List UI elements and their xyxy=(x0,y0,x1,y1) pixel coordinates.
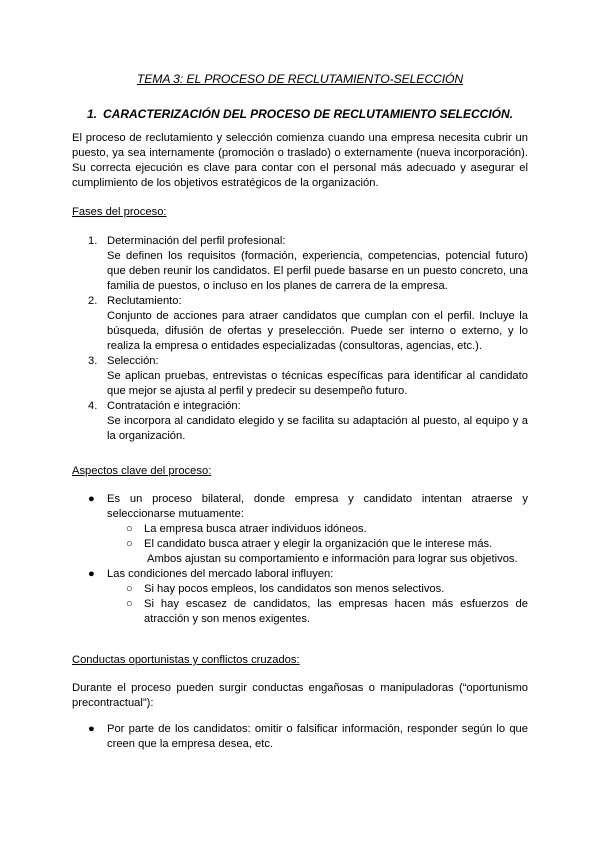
fase-item xyxy=(72,234,528,294)
document-title: TEMA 3: EL PROCESO DE RECLUTAMIENTO-SELECCIÓN xyxy=(136,72,464,86)
fase-item xyxy=(72,399,528,444)
fase-body: Se aplican pruebas, entrevistas o técnicas específicas para identificar al candidato que mejor se ajusta al perfil y predecir su desempeño futuro. xyxy=(107,370,528,397)
intro-paragraph: El proceso de reclutamiento y selección comienza cuando una empresa necesita cubrir un puesto, ya sea internamente (promoción o traslado) o externamente (nueva incorporación). Su correcta ejecución es clave para contar con el personal más adecuado y asegurar el cumplimiento de los objetivos estratégicos de la organización. xyxy=(72,132,528,189)
sub-list-continuation: Ambos ajustan su comportamiento e información para lograr sus objetivos. xyxy=(147,553,518,565)
list-item xyxy=(72,492,528,522)
sub-list-item xyxy=(72,597,528,627)
section-number: 1. xyxy=(86,107,97,121)
fase-number: 3. xyxy=(88,355,98,367)
aspectos-list xyxy=(72,492,528,627)
fase-title: Determinación del perfil profesional: xyxy=(107,235,286,247)
circle-bullet-icon: ○ xyxy=(126,538,133,550)
circle-bullet-icon: ○ xyxy=(126,598,133,610)
sub-list-item-text: Si hay pocos empleos, los candidatos son menos selectivos. xyxy=(144,583,445,595)
circle-bullet-icon: ○ xyxy=(126,523,133,535)
list-item-text: Por parte de los candidatos: omitir o falsificar información, responder según lo que creen que la empresa desea, etc. xyxy=(107,723,528,750)
fase-body: Se definen los requisitos (formación, experiencia, competencias, potencial futuro) que deben reunir los candidatos. El perfil puede basarse en un puesto concreto, una familia de puestos, o incluso en los planes de carrera de la empresa. xyxy=(107,250,528,292)
fases-list xyxy=(72,234,528,444)
fase-body: Conjunto de acciones para atraer candidatos que cumplan con el perfil. Incluye la búsqueda, difusión de ofertas y preselección. Puede ser interno o externo, y lo realiza la empresa o entidades especializadas (consultoras, agencias, etc.). xyxy=(107,310,528,352)
sub-list-item xyxy=(72,582,528,597)
conductas-heading: Conductas oportunistas y conflictos cruzados: xyxy=(72,654,300,666)
list-item xyxy=(72,722,528,752)
list-item xyxy=(72,567,528,582)
fase-title: Contratación e integración: xyxy=(107,400,241,412)
conductas-intro: Durante el proceso pueden surgir conductas engañosas o manipuladoras (“oportunismo precontractual”): xyxy=(72,682,528,709)
section-heading-text: CARACTERIZACIÓN DEL PROCESO DE RECLUTAMIENTO SELECCIÓN. xyxy=(102,107,514,121)
bullet-icon: ● xyxy=(88,493,95,505)
fase-item xyxy=(72,354,528,399)
sub-list-item xyxy=(72,537,528,552)
aspectos-heading: Aspectos clave del proceso: xyxy=(72,465,212,477)
section-heading xyxy=(0,107,600,122)
list-item-text: Es un proceso bilateral, donde empresa y candidato intentan atraerse y seleccionarse mutuamente: xyxy=(107,493,528,520)
fase-item xyxy=(72,294,528,354)
sub-list-item-text: La empresa busca atraer individuos idóneos. xyxy=(144,523,367,535)
fase-number: 2. xyxy=(88,295,98,307)
sub-list-item xyxy=(72,522,528,537)
fase-number: 1. xyxy=(88,235,98,247)
fase-body: Se incorpora al candidato elegido y se facilita su adaptación al puesto, al equipo y a la organización. xyxy=(107,415,528,442)
fase-number: 4. xyxy=(88,400,98,412)
sub-list-item-text: El candidato busca atraer y elegir la organización que le interese más. xyxy=(144,538,493,550)
bullet-icon: ● xyxy=(88,723,95,735)
fase-title: Reclutamiento: xyxy=(107,295,182,307)
bullet-icon: ● xyxy=(88,568,95,580)
sub-list-item-text: Si hay escasez de candidatos, las empresas hacen más esfuerzos de atracción y son menos exigentes. xyxy=(144,598,528,625)
list-item-text: Las condiciones del mercado laboral influyen: xyxy=(107,568,334,580)
conductas-list xyxy=(72,722,528,752)
circle-bullet-icon: ○ xyxy=(126,583,133,595)
fase-title: Selección: xyxy=(107,355,159,367)
fases-heading: Fases del proceso: xyxy=(72,206,167,218)
